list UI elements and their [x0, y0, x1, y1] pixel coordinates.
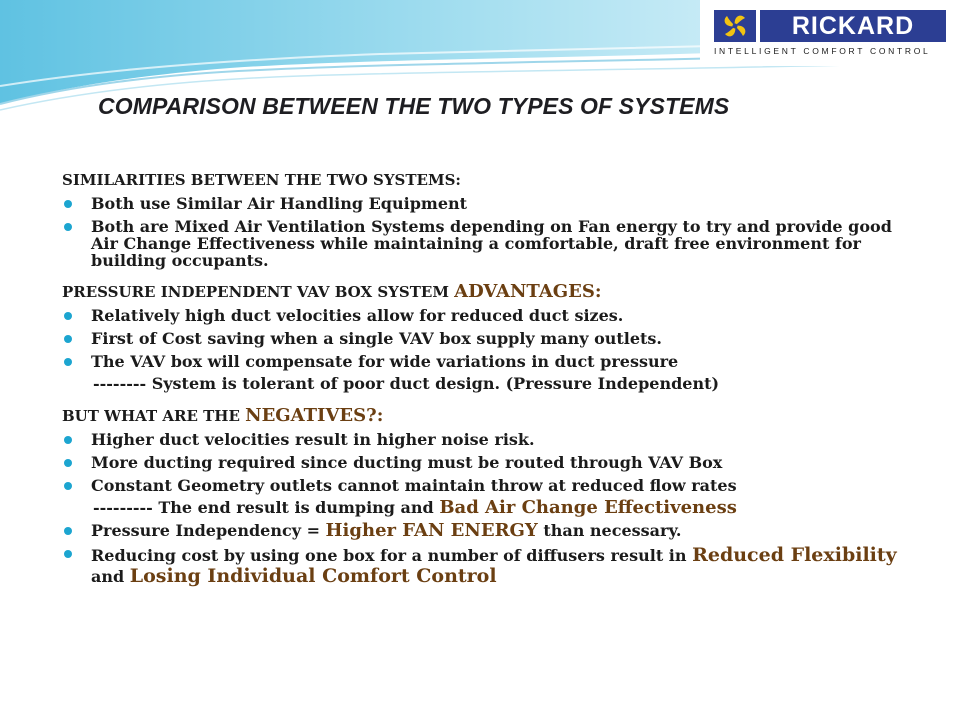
list-item: First of Cost saving when a single VAV box supply many outlets.	[62, 330, 922, 348]
logo-tagline: INTELLIGENT COMFORT CONTROL	[714, 46, 931, 56]
page-title: COMPARISON BETWEEN THE TWO TYPES OF SYSTEMS	[98, 93, 730, 119]
logo-wordmark: RICKARD	[760, 10, 946, 42]
list-item: Both are Mixed Air Ventilation Systems depending on Fan energy to try and provide good Air Change Effectiveness while maintaining a comfortable, draft free environment for building occupants.	[62, 218, 922, 269]
bullet-icon	[64, 459, 72, 467]
slide-body	[62, 170, 922, 587]
list-item: Relatively high duct velocities allow for reduced duct sizes.	[62, 307, 922, 325]
losing-control-highlight: Losing Individual Comfort Control	[129, 565, 497, 587]
bullet-icon	[64, 200, 72, 208]
bullet-icon	[64, 223, 72, 231]
bullet-icon	[64, 436, 72, 444]
advantages-heading: PRESSURE INDEPENDENT VAV BOX SYSTEM ADVANTAGES:	[62, 281, 602, 302]
bad-ace-highlight: Bad Air Change Effectiveness	[439, 497, 737, 518]
bullet-icon	[64, 527, 72, 535]
negatives-note: --------- The end result is dumping and Bad Air Change Effectiveness	[93, 497, 737, 518]
advantages-highlight: ADVANTAGES:	[454, 281, 602, 302]
bullet-icon	[64, 550, 72, 558]
negatives-highlight: NEGATIVES?:	[245, 405, 384, 426]
list-item: Reducing cost by using one box for a number of diffusers result in Reduced Flexibility and Losing Individual Comfort Control	[62, 545, 922, 587]
fan-icon	[714, 10, 756, 42]
list-item: Pressure Independency = Higher FAN ENERGY than necessary.	[62, 522, 922, 540]
list-item: Constant Geometry outlets cannot maintain throw at reduced flow rates	[62, 477, 922, 495]
bullet-icon	[64, 358, 72, 366]
rickard-logo	[700, 0, 960, 66]
fan-energy-highlight: Higher FAN ENERGY	[325, 520, 538, 541]
list-item: Higher duct velocities result in higher noise risk.	[62, 431, 922, 449]
bullet-icon	[64, 312, 72, 320]
bullet-icon	[64, 335, 72, 343]
reduced-flexibility-highlight: Reduced Flexibility	[692, 544, 897, 566]
list-item: The VAV box will compensate for wide variations in duct pressure	[62, 353, 922, 371]
similarities-heading: SIMILARITIES BETWEEN THE TWO SYSTEMS:	[62, 171, 461, 189]
list-item: More ducting required since ducting must be routed through VAV Box	[62, 454, 922, 472]
list-item: Both use Similar Air Handling Equipment	[62, 195, 922, 213]
negatives-heading: BUT WHAT ARE THE NEGATIVES?:	[62, 405, 384, 426]
bullet-icon	[64, 482, 72, 490]
advantages-note: -------- System is tolerant of poor duct design. (Pressure Independent)	[93, 374, 720, 393]
